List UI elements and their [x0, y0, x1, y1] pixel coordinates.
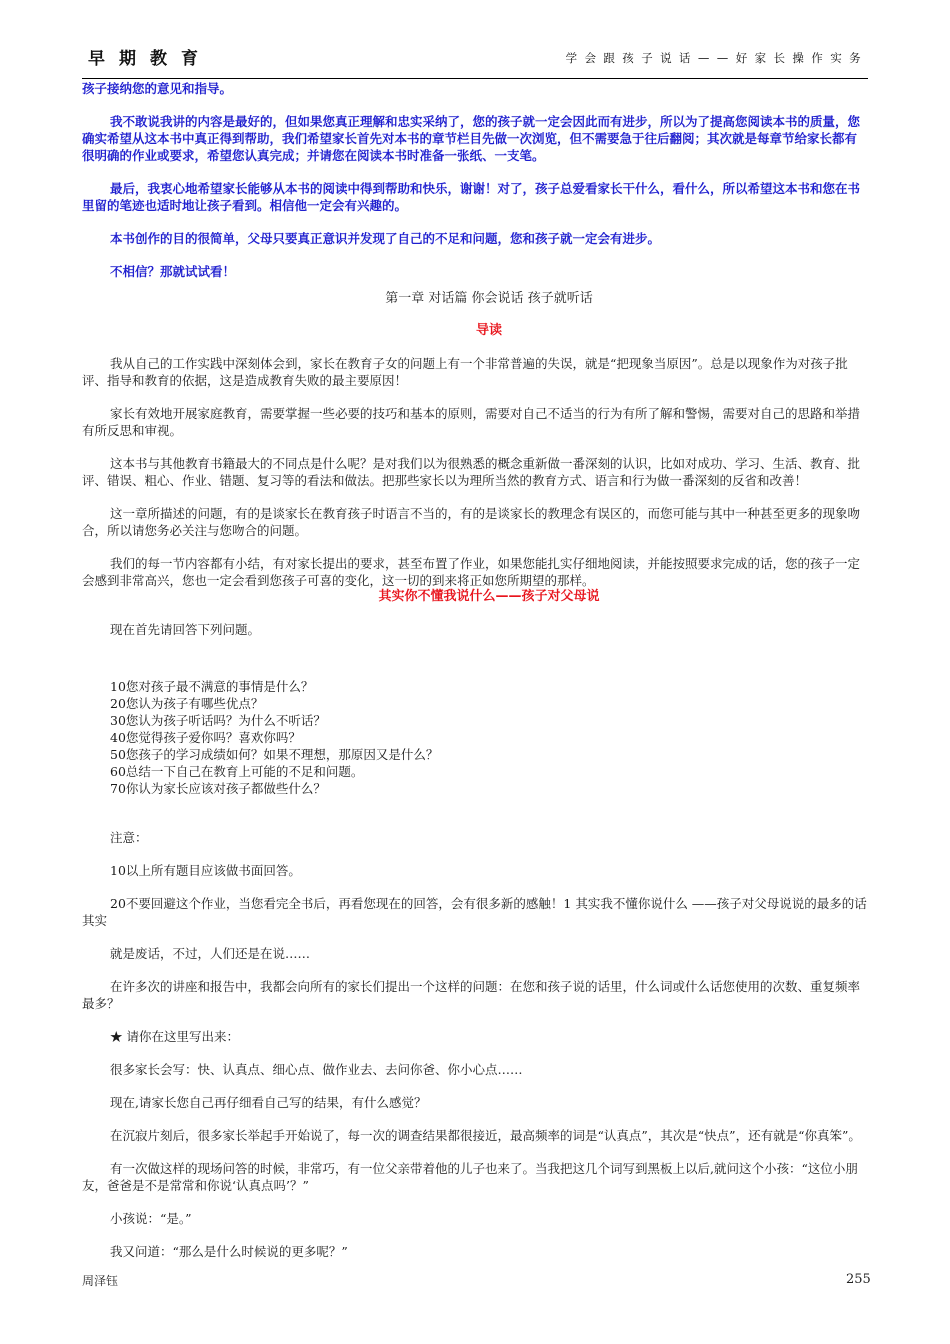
intro-paragraph-4: 本书创作的目的很简单，父母只要真正意识并发现了自己的不足和问题，您和孩子就一定会有进步。	[110, 231, 661, 246]
page-content	[82, 80, 868, 1276]
question-list	[110, 678, 868, 797]
note-paragraph: 很多家长会写：快、认真点、细心点、做作业去、去问你爸、你小心点……	[110, 1062, 523, 1077]
note-paragraph: 我又问道：“那么是什么时候说的更多呢？”	[110, 1244, 348, 1259]
chapter-guide-heading: 导读	[475, 323, 502, 338]
note-paragraph: 现在,请家长您自己再仔细看自己写的结果，有什么感觉？	[110, 1095, 427, 1110]
chapter-title: 第一章 对话篇 你会说话 孩子就听话	[385, 291, 593, 306]
question-item: 60总结一下自己在教育上可能的不足和问题。	[110, 764, 364, 779]
intro-paragraph-5: 不相信？那就试试看！	[110, 264, 236, 279]
note-paragraph: 小孩说：“是。”	[110, 1211, 192, 1226]
guide-paragraph: 我从自己的工作实践中深刻体会到，家长在教育子女的问题上有一个非常普遍的失误，就是“把现象当原因”。总是以现象作为对孩子批评、指导和教育的依据，这是造成教育失败的最主要原因！	[82, 356, 848, 388]
question-item: 20您认为孩子有哪些优点？	[110, 696, 264, 711]
notes-label: 注意：	[110, 830, 148, 845]
footer-author: 周泽钰	[82, 1274, 119, 1288]
note-paragraph: 就是废话，不过，人们还是在说……	[110, 946, 311, 961]
guide-paragraph: 这本书与其他教育书籍最大的不同点是什么呢？是对我们以为很熟悉的概念重新做一番深刻的认识，比如对成功、学习、生活、教育、批评、错误、粗心、作业、错题、复习等的看法和做法。把那些家长以为理所当然的教育方式、语言和行为做一番深刻的反省和改善！	[82, 456, 861, 488]
page-number: 255	[846, 1272, 871, 1287]
section-title: 其实你不懂我说什么——孩子对父母说	[378, 589, 600, 604]
header-right-title: 学会跟孩子说话——好家长操作实务	[565, 51, 868, 65]
question-item: 30您认为孩子听话吗？为什么不听话？	[110, 713, 326, 728]
intro-paragraph-2: 我不敢说我讲的内容是最好的，但如果您真正理解和忠实采纳了，您的孩子就一定会因此而有进步，所以为了提高您阅读本书的质量，您确实希望从这本书中真正得到帮助，我们希望家长首先对本书的章节栏目先做一次浏览，但不需要急于往后翻阅；其次就是每章节给家长都有很明确的作业或要求，希望您认真完成；并请您在阅读本书时准备一张纸、一支笔。	[82, 114, 861, 163]
section-lead: 现在首先请回答下列问题。	[110, 622, 261, 637]
note-paragraph: 10以上所有题目应该做书面回答。	[110, 863, 301, 878]
question-item: 10您对孩子最不满意的事情是什么？	[110, 679, 314, 694]
guide-paragraph: 这一章所描述的问题，有的是谈家长在教育孩子时语言不当的，有的是谈家长的教理念有误区的，而您可能与其中一种甚至更多的现象吻合，所以请您务必关注与您吻合的问题。	[82, 506, 861, 538]
question-item: 70你认为家长应该对孩子都做些什么？	[110, 781, 326, 796]
question-item: 50您孩子的学习成绩如何？如果不理想，那原因又是什么？	[110, 747, 439, 762]
intro-paragraph-1: 孩子接纳您的意见和指导。	[82, 81, 233, 96]
guide-paragraph: 我们的每一节内容都有小结，有对家长提出的要求，甚至布置了作业，如果您能扎实仔细地阅读，并能按照要求完成的话，您的孩子一定会感到非常高兴，您也一定会看到您孩子可喜的变化，这一切的到来将正如您所期望的那样。	[82, 556, 861, 588]
page-header	[82, 44, 868, 79]
note-paragraph: 20不要回避这个作业，当您看完全书后，再看您现在的回答，会有很多新的感触！1 其实我不懂你说什么 ——孩子对父母说说的最多的话其实	[82, 896, 867, 928]
write-prompt: ★ 请你在这里写出来：	[110, 1029, 239, 1044]
question-item: 40您觉得孩子爱你吗？喜欢你吗？	[110, 730, 301, 745]
note-paragraph: 在许多次的讲座和报告中，我都会向所有的家长们提出一个这样的问题：在您和孩子说的话里，什么词或什么话您使用的次数、重复频率最多？	[82, 979, 861, 1011]
guide-paragraph: 家长有效地开展家庭教育，需要掌握一些必要的技巧和基本的原则，需要对自己不适当的行为有所了解和警惕，需要对自己的思路和举措有所反思和审视。	[82, 406, 861, 438]
intro-paragraph-3: 最后，我衷心地希望家长能够从本书的阅读中得到帮助和快乐，谢谢！对了，孩子总爱看家长干什么，看什么，所以希望这本书和您在书里留的笔迹也适时地让孩子看到。相信他一定会有兴趣的。	[82, 181, 861, 213]
note-paragraph: 有一次做这样的现场问答的时候，非常巧，有一位父亲带着他的儿子也来了。当我把这几个词写到黑板上以后,就问这个小孩：“这位小朋友，爸爸是不是常常和你说‘认真点吗’？”	[82, 1161, 858, 1193]
header-left-title: 早期教育	[88, 49, 212, 69]
note-paragraph: 在沉寂片刻后，很多家长举起手开始说了，每一次的调查结果都很接近，最高频率的词是“认真点”，其次是“快点”，还有就是“你真笨”。	[110, 1128, 861, 1143]
